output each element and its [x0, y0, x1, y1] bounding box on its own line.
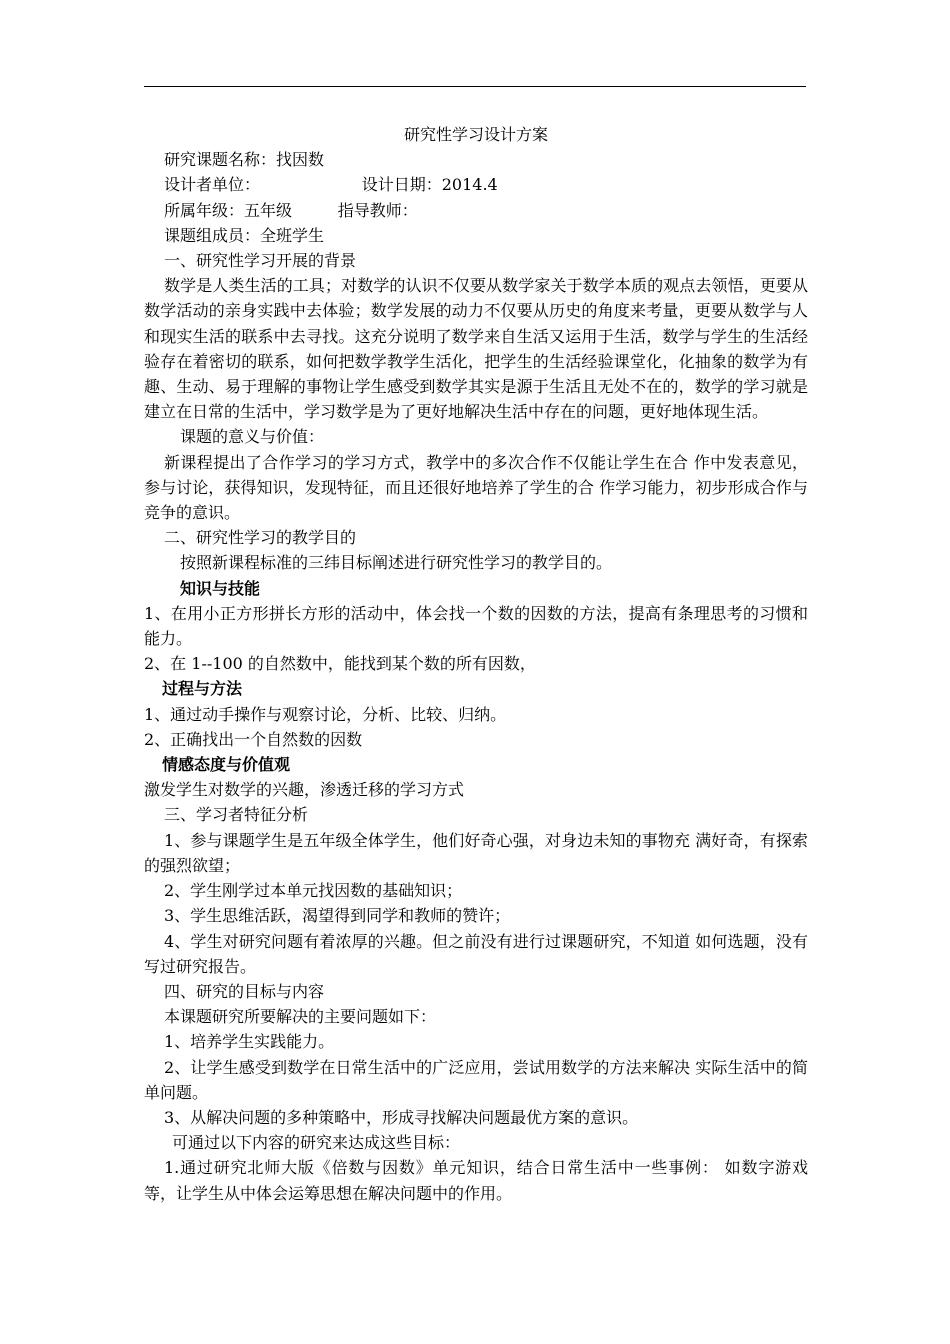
document-title: 研究性学习设计方案 — [403, 125, 548, 144]
info-members: 课题组成员：全班学生 — [164, 225, 325, 245]
section3-item-4: 4、学生对研究问题有着浓厚的兴趣。但之前没有进行过课题研究，不知道 如何选题，没有写过研究报告。 — [144, 931, 808, 976]
section4-means: 可通过以下内容的研究来达成这些目标： — [172, 1133, 461, 1153]
section4-heading: 四、研究的目标与内容 — [164, 981, 325, 1001]
section1-heading: 一、研究性学习开展的背景 — [164, 251, 357, 271]
section2-intro: 按照新课程标准的三纬目标阐述进行研究性学习的教学目的。 — [180, 553, 613, 573]
info-grade-teacher: 所属年级：五年级 指导教师： — [164, 200, 418, 220]
section1-paragraph: 数学是人类生活的工具；对数学的认识不仅要从数学家关于数学本质的观点去领悟，更要从数学活动的亲身实践中去体验；数学发展的动力不仅要从历史的角度来考量，更要从数学与人和现实生活的联系中去寻找。这充分说明了数学来自生活又运用于生活，数学与学生的生活经验存在着密切的联系，如何把数学教学生活化，把学生的生活经验课堂化，化抽象的数学为有趣、生动、易于理解的事物让学生感受到数学其实是源于生活且无处不在的，数学的学习就是建立在日常的生活中，学习数学是为了更好地解决生活中存在的问题，更好地体现生活。 — [144, 276, 808, 422]
knowledge-item-2: 2、在 1--100 的自然数中，能找到某个数的所有因数， — [144, 654, 536, 674]
knowledge-heading: 知识与技能 — [180, 578, 261, 598]
section4-item-3: 3、从解决问题的多种策略中，形成寻找解决问题最优方案的意识。 — [164, 1107, 639, 1127]
process-item-1: 1、通过动手操作与观察讨论，分析、比较、归纳。 — [144, 704, 507, 724]
document-body — [144, 122, 808, 1206]
knowledge-item-1: 1、在用小正方形拼长方形的活动中，体会找一个数的因数的方法，提高有条理思考的习惯和能力。 — [144, 603, 808, 649]
section1-subheading: 课题的意义与价值： — [180, 427, 325, 447]
emotion-item-1: 激发学生对数学的兴趣，渗透迁移的学习方式 — [144, 780, 465, 800]
info-topic: 研究课题名称：找因数 — [164, 150, 325, 170]
section4-content-1: 1.通过研究北师大版《倍数与因数》单元知识，结合日常生活中一些事例： 如数字游戏等，让学生从中体会运筹思想在解决问题中的作用。 — [144, 1158, 808, 1203]
header-rule — [144, 86, 806, 87]
section3-item-3: 3、学生思维活跃，渴望得到同学和教师的赞许； — [164, 906, 511, 926]
section1-paragraph-2: 新课程提出了合作学习的学习方式，教学中的多次合作不仅能让学生在合 作中发表意见，参与讨论，获得知识，发现特征，而且还很好地培养了学生的合 作学习能力，初步形成合作与竞争的意识。 — [144, 452, 808, 523]
section3-item-2: 2、学生刚学过本单元找因数的基础知识； — [164, 881, 463, 901]
section4-item-1: 1、培养学生实践能力。 — [164, 1032, 335, 1052]
process-item-2: 2、正确找出一个自然数的因数 — [144, 729, 363, 749]
section2-heading: 二、研究性学习的教学目的 — [164, 528, 357, 548]
info-unit-date: 设计者单位： 设计日期：2014.4 — [164, 175, 498, 195]
process-heading: 过程与方法 — [162, 679, 243, 699]
section4-intro: 本课题研究所要解决的主要问题如下： — [164, 1007, 437, 1027]
section3-heading: 三、学习者特征分析 — [164, 805, 309, 825]
section3-item-1: 1、参与课题学生是五年级全体学生，他们好奇心强，对身边未知的事物充 满好奇，有探索的强烈欲望； — [144, 830, 808, 875]
emotion-heading: 情感态度与价值观 — [162, 755, 291, 775]
section4-item-2: 2、让学生感受到数学在日常生活中的广泛应用，尝试用数学的方法来解决 实际生活中的简单问题。 — [144, 1057, 808, 1102]
